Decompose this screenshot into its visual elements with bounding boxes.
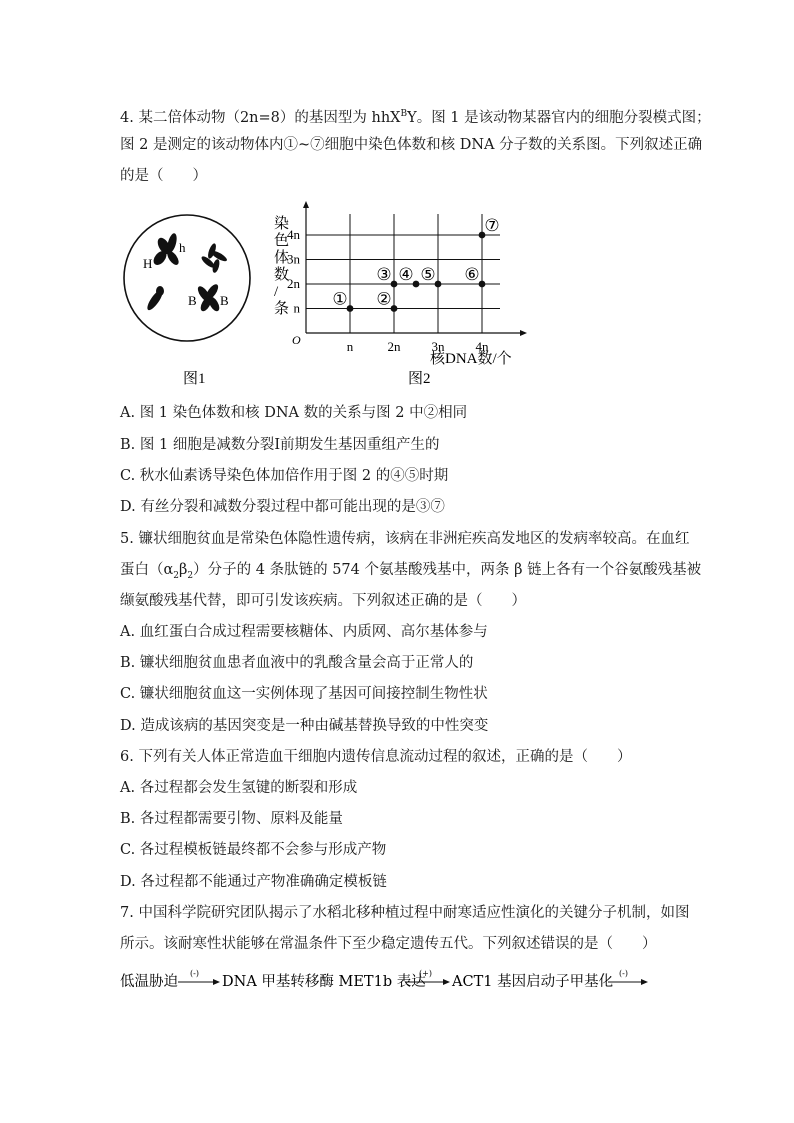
q6-option-b: B. 各过程都需要引物、原料及能量 [120,811,343,827]
figure2-chart [274,201,527,367]
chromosome-pair-hh [151,232,181,267]
q5-stem-part-b: β [179,562,188,578]
data-point-label: ④ [398,265,414,284]
q5-subscript-1: 2 [173,570,180,581]
x-axis-label: 核DNA数/个 [430,351,512,367]
data-point-label: ⑤ [420,265,436,284]
q7-flow-diagram [120,962,660,996]
chromosome-pair-2 [200,242,228,273]
q4-stem-line3: 的是（ ） [120,168,207,184]
x-axis-arrow [520,330,527,336]
figure2-caption: 图2 [408,371,431,387]
flow-step-cold-stress: 低温胁迫 [120,974,178,990]
q5-stem-line2 [120,560,701,586]
flow-svg [120,962,660,996]
q5-stem-line3: 缬氨酸残基代替，即可引发该疾病。下列叙述正确的是（ ） [120,593,526,609]
q4-stem-part-b: Y。图 1 是该动物某器官内的细胞分裂模式图； [407,109,711,126]
flow-step-met1b: DNA 甲基转移酶 MET1b 表达 [222,974,426,990]
gene-H-label: H [143,256,153,271]
q4-option-d: D. 有丝分裂和减数分裂过程中都可能出现的是③⑦ [120,499,445,515]
gene-B-label-left: B [188,293,197,308]
gene-B-label-right: B [220,293,229,308]
q4-option-a: A. 图 1 染色体数和核 DNA 数的关系与图 2 中②相同 [120,405,468,421]
figures-svg [120,196,540,396]
y-axis-label: 染色体数/条 [274,216,290,317]
q4-option-c: C. 秋水仙素诱导染色体加倍作用于图 2 的④⑤时期 [120,468,449,484]
chromosome-3 [145,286,165,312]
y-tick-label: 4n [287,227,300,242]
q4-stem-line2: 图 2 是测定的该动物体内①~⑦细胞中染色体数和核 DNA 分子数的关系图。下列叙述正确 [120,137,703,153]
x-tick-label: 4n [475,339,489,354]
data-point-label: ⑥ [464,265,480,284]
q7-stem-line1: 7. 中国科学院研究团队揭示了水稻北移种植过程中耐寒适应性演化的关键分子机制，如图 [120,905,690,921]
figure1-cell [124,215,250,341]
q6-option-a: A. 各过程都会发生氢键的断裂和形成 [120,780,358,796]
q5-stem-part-a: 蛋白（α [120,562,174,578]
q5-subscript-2: 2 [187,570,194,581]
chart-points [332,216,499,312]
cell-membrane [124,215,250,341]
q4-stem-superscript: B [400,109,408,119]
q5-option-a: A. 血红蛋白合成过程需要核糖体、内质网、高尔基体参与 [120,624,488,640]
q6-option-c: C. 各过程模板链最终都不会参与形成产物 [120,842,387,858]
q4-figures [120,196,540,396]
q5-option-c: C. 镰状细胞贫血这一实例体现了基因可间接控制生物性状 [120,686,488,702]
figure1-caption: 图1 [183,371,206,387]
data-point-label: ③ [376,265,392,284]
x-tick-label: n [346,339,354,354]
q5-option-d: D. 造成该病的基因突变是一种由碱基替换导致的中性突变 [120,718,489,734]
flow-step-act1: ACT1 基因启动子甲基化 [452,974,614,990]
flow-arrowhead-3 [641,979,648,985]
q5-stem-part-c: ）分子的 4 条肽链的 574 个氨基酸残基中，两条 β 链上各有一个谷氨酸残基被 [193,562,702,578]
flow-arrow1-sign: (-) [190,969,199,978]
origin-label: O [292,333,301,347]
y-tick-label: n [293,300,300,316]
q5-option-b: B. 镰状细胞贫血患者血液中的乳酸含量会高于正常人的 [120,655,474,671]
q6-stem: 6. 下列有关人体正常造血干细胞内遗传信息流动过程的叙述，正确的是（ ） [120,749,632,765]
q4-option-b: B. 图 1 细胞是减数分裂Ⅰ前期发生基因重组产生的 [120,437,440,453]
y-tick-label: 2n [287,276,300,291]
y-tick-label: 3n [287,251,300,267]
x-tick-label: 3n [431,339,445,354]
data-point-label: ① [332,289,348,309]
chromosome-pair-bb [196,282,222,313]
q6-option-d: D. 各过程都不能通过产物准确确定模板链 [120,874,387,890]
data-point-label: ② [376,289,392,309]
data-point-label: ⑦ [484,216,500,235]
flow-arrow2-sign: (+) [419,969,432,978]
q7-stem-line2: 所示。该耐寒性状能够在常温条件下至少稳定遗传五代。下列叙述错误的是（ ） [120,936,657,952]
q5-stem-line1: 5. 镰状细胞贫血是常染色体隐性遗传病，该病在非洲疟疾高发地区的发病率较高。在血红 [120,531,690,547]
flow-arrowhead-1 [213,979,220,985]
q4-stem-line1 [120,104,711,128]
x-tick-label: 2n [387,339,401,354]
flow-arrowhead-2 [443,979,450,985]
y-axis-arrow [303,201,309,208]
gene-h-label: h [179,240,186,255]
q4-stem-part-a: 4. 某二倍体动物（2n=8）的基因型为 hhX [120,109,401,126]
flow-arrow3-sign: (-) [619,969,628,978]
